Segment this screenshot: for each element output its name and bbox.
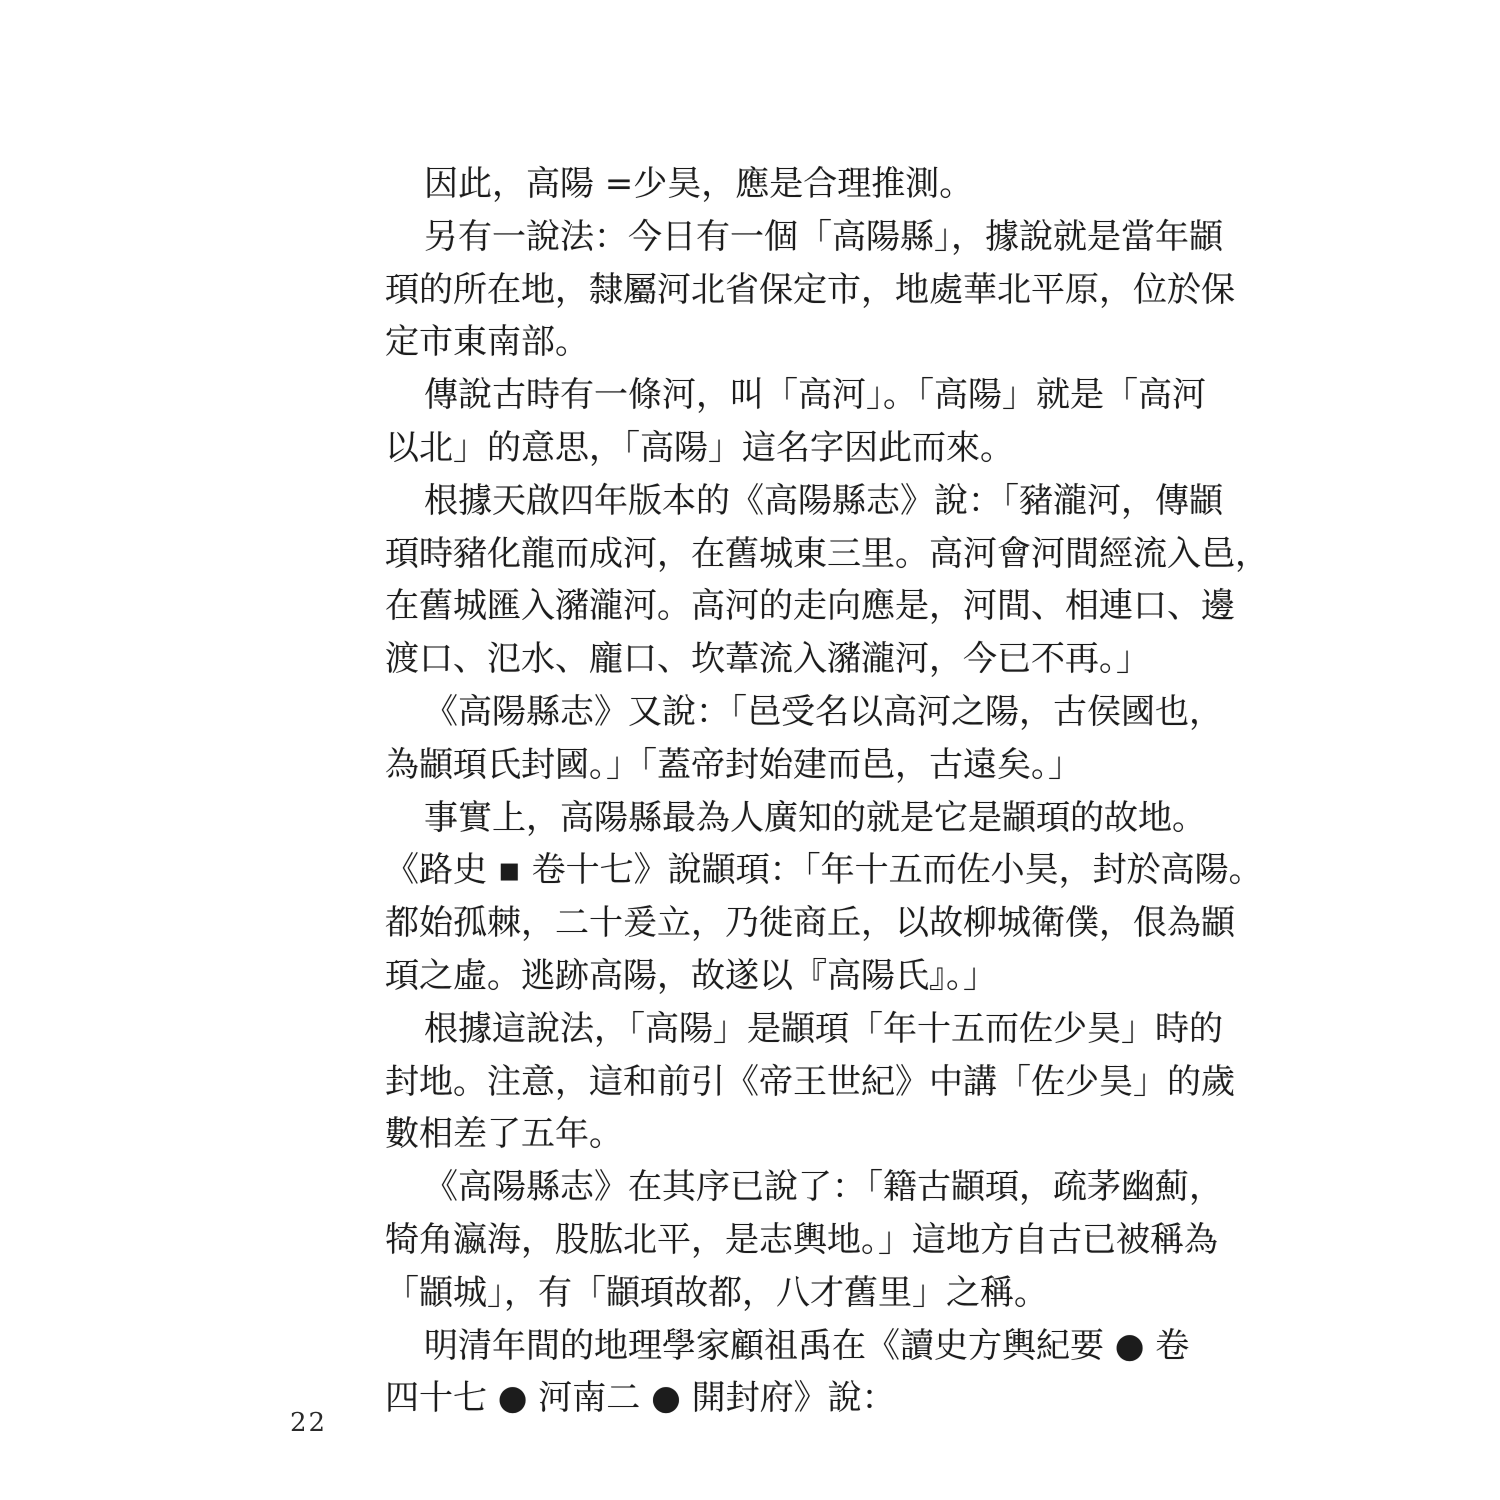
text-line: 定市東南部。 — [385, 322, 589, 363]
text-line: 明清年間的地理學家顧祖禹在《讀史方輿紀要 ● 卷 — [424, 1325, 1190, 1366]
text-line: 「顓城」，有「顓頊故都，八才舊里」之稱。 — [385, 1272, 1048, 1313]
text-block — [385, 158, 1269, 1425]
text-line: 《路史 ▪ 卷十七》說顓頊：「年十五而佐小昊，封於高陽。 — [385, 850, 1263, 891]
text-line: 另有一說法：今日有一個「高陽縣」，據說就是當年顓 — [424, 216, 1223, 257]
text-line: 根據這說法，「高陽」是顓頊「年十五而佐少昊」時的 — [424, 1008, 1223, 1049]
text-line: 頊時豬化龍而成河，在舊城東三里。高河會河間經流入邑， — [385, 533, 1269, 574]
text-line: 以北」的意思，「高陽」這名字因此而來。 — [385, 427, 1014, 468]
text-line: 數相差了五年。 — [385, 1114, 623, 1155]
text-line: 頊之虛。逃跡高陽，故遂以『高陽氏』。」 — [385, 955, 997, 996]
text-line: 頊的所在地，隸屬河北省保定市，地處華北平原，位於保 — [385, 269, 1235, 310]
text-line: 《高陽縣志》又說：「邑受名以高河之陽，古侯國也， — [424, 691, 1223, 732]
text-line: 為顓頊氏封國。」「蓋帝封始建而邑，古遠矣。」 — [385, 744, 1082, 785]
text-line: 因此，高陽 =少昊，應是合理推測。 — [424, 164, 974, 204]
text-line: 《高陽縣志》在其序已說了：「籍古顓頊，疏茅幽薊， — [424, 1167, 1223, 1208]
text-line: 渡口、氾水、龐口、坎葦流入瀦瀧河，今已不再。」 — [385, 639, 1150, 680]
text-line: 犄角瀛海，股肱北平，是志輿地。」這地方自古已被稱為 — [385, 1219, 1218, 1260]
text-line: 傳說古時有一條河，叫「高河」。「高陽」就是「高河 — [424, 375, 1206, 416]
text-line: 根據天啟四年版本的《高陽縣志》說：「豬瀧河，傳顓 — [424, 480, 1223, 521]
page-number: 22 — [290, 1408, 328, 1438]
text-line: 都始孤棘，二十爰立，乃徙商丘，以故柳城衛僕，佷為顓 — [385, 903, 1235, 944]
text-line: 封地。注意，這和前引《帝王世紀》中講「佐少昊」的歲 — [385, 1061, 1235, 1102]
text-line: 四十七 ● 河南二 ● 開封府》說： — [385, 1378, 896, 1419]
text-line: 事實上，高陽縣最為人廣知的就是它是顓頊的故地。 — [424, 797, 1206, 838]
text-line: 在舊城匯入瀦瀧河。高河的走向應是，河間、相連口、邊 — [385, 586, 1235, 627]
